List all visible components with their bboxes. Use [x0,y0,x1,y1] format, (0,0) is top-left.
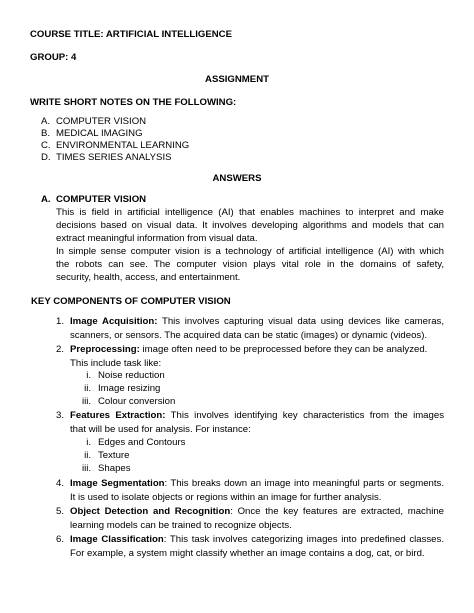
component-line: that will be used for analysis. For instance: [70,424,251,435]
sub-marker: ii. [84,450,91,461]
question-item: MEDICAL IMAGING [56,128,143,139]
component-line: scanners, or sensors. The acquired data can be static (images) or dynamic (videos). [70,330,428,341]
question-marker: C. [41,140,51,151]
component-text: image often need to be preprocessed before they can be analyzed. [139,344,428,355]
component-line: For example, a system might classify whether an image contains a dog, cat, or bird. [70,548,425,559]
component-number: 4. [56,478,65,489]
question-marker: B. [41,128,51,139]
component-line [70,344,427,355]
paragraph-line: security, health, access, and entertainment. [56,272,241,283]
course-title: COURSE TITLE: ARTIFICIAL INTELLIGENCE [30,29,232,40]
component-text: : This task involves categorizing images into predefined classes. [163,534,444,545]
paragraph-line: the robots can see. The computer vision plays vital role in the domains of safety, [56,259,444,270]
component-line [70,316,444,327]
answers-heading: ANSWERS [212,173,262,184]
question-item: ENVIRONMENTAL LEARNING [56,140,190,151]
paragraph-line: This is field in artificial intelligence (AI) that enables machines to interpret and make [56,207,444,218]
instruction-heading: WRITE SHORT NOTES ON THE FOLLOWING: [30,97,237,108]
sub-item: Texture [98,450,130,461]
group-label: GROUP: 4 [30,52,77,63]
component-line: learning models can be trained to recognize objects. [70,520,292,531]
sub-marker: ii. [84,383,91,394]
sub-marker: iii. [81,463,91,474]
component-line [70,478,444,489]
assignment-heading: ASSIGNMENT [205,74,269,85]
sub-marker: iii. [81,396,91,407]
component-line [70,506,444,517]
question-item: TIMES SERIES ANALYSIS [56,152,172,163]
sub-item: Colour conversion [98,396,176,407]
component-number: 1. [56,316,65,327]
sub-item: Edges and Contours [98,437,186,448]
section-a-marker: A. [41,194,51,205]
component-line [70,410,444,421]
component-term: Image Classification [70,534,164,545]
component-text: This involves identifying key characteristics from the images [165,410,444,421]
component-term: Image Acquisition: [70,316,158,327]
component-term: Object Detection and Recognition [70,506,231,517]
component-term: Image Segmentation [70,478,165,489]
component-number: 6. [56,534,65,545]
paragraph-line: In simple sense computer vision is a technology of artificial intelligence (AI) with which [56,246,444,257]
component-line [70,534,444,545]
component-number: 2. [56,344,65,355]
sub-item: Image resizing [98,383,161,394]
component-term: Preprocessing: [70,344,140,355]
component-term: Features Extraction: [70,410,166,421]
sub-item: Noise reduction [98,370,165,381]
section-a-title: COMPUTER VISION [56,194,147,205]
component-text: This involves capturing visual data using devices like cameras, [157,316,445,327]
sub-marker: i. [86,370,91,381]
key-components-heading: KEY COMPONENTS OF COMPUTER VISION [31,296,231,307]
sub-item: Shapes [98,463,131,474]
paragraph-line: decisions based on visual data. It involves developing algorithms and models that can [56,220,444,231]
question-marker: A. [41,116,51,127]
sub-marker: i. [86,437,91,448]
component-number: 5. [56,506,65,517]
component-text: : This breaks down an image into meaningful parts or segments. [164,478,444,489]
component-text: : Once the key features are extracted, machine [230,506,444,517]
component-number: 3. [56,410,65,421]
question-marker: D. [41,152,51,163]
component-line: This include task like: [70,358,162,369]
question-item: COMPUTER VISION [56,116,147,127]
paragraph-line: extract meaningful information from visual data. [56,233,258,244]
component-line: It is used to isolate objects or regions within an image for further analysis. [70,492,382,503]
